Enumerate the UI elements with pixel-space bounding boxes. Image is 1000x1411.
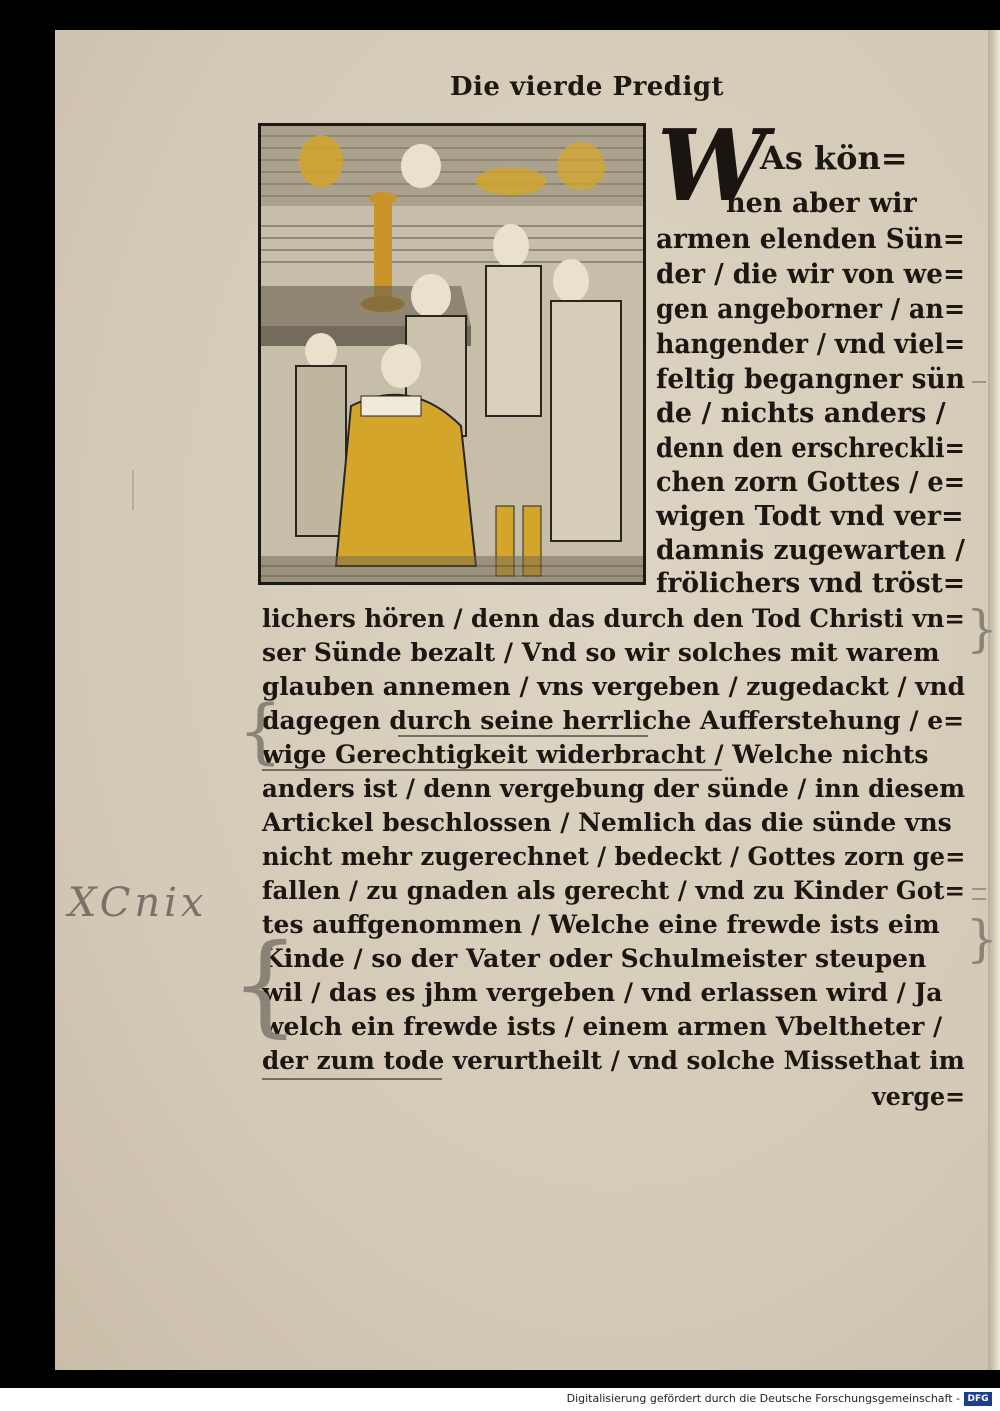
pencil-underline — [262, 769, 722, 771]
margin-bracket: } — [966, 600, 998, 658]
text-line: welch ein frewde ists / einem armen Vbeltheter / — [262, 1012, 943, 1041]
text-line: fallen / zu gnaden als gerecht / vnd zu Kinder Got= — [262, 876, 965, 905]
drop-cap: W — [657, 109, 768, 224]
text-line: de / nichts anders / — [656, 398, 946, 429]
paper-mark — [132, 470, 134, 510]
text-line: tes auffgenommen / Welche eine frewde ists eim — [262, 910, 940, 939]
text-line: As kön= — [760, 139, 908, 177]
text-line: nicht mehr zugerechnet / bedeckt / Gottes zorn ge= — [262, 842, 966, 871]
catchword: verge= — [872, 1082, 966, 1111]
margin-bracket: } — [966, 910, 998, 968]
text-line: nen aber wir — [726, 188, 917, 219]
text-line: wigen Todt vnd ver= — [656, 501, 964, 532]
text-line: hangender / vnd viel= — [656, 329, 966, 360]
woodcut-illustration — [258, 123, 646, 585]
text-line: frölichers vnd tröst= — [656, 568, 966, 599]
margin-bracket: { — [238, 690, 283, 772]
text-line: der zum tode verurtheilt / vnd solche Missethat im — [262, 1046, 965, 1075]
margin-note: XCnix — [68, 880, 208, 926]
footer-bar — [0, 1388, 1000, 1411]
text-line: wil / das es jhm vergeben / vnd erlassen wird / Ja — [262, 978, 943, 1007]
text-line: gen angeborner / an= — [656, 294, 966, 325]
dfg-logo: DFG — [964, 1392, 992, 1406]
text-line: glauben annemen / vns vergeben / zugedackt / vnd — [262, 672, 966, 701]
pencil-dash — [972, 898, 986, 900]
text-line: Artickel beschlossen / Nemlich das die sünde vns — [262, 808, 952, 837]
text-line: damnis zugewarten / — [656, 535, 965, 566]
text-line: chen zorn Gottes / e= — [656, 467, 966, 498]
footer-credit: Digitalisierung gefördert durch die Deutsche Forschungsgemeinschaft - — [566, 1392, 960, 1405]
pencil-dash — [972, 381, 986, 383]
text-line: wige Gerechtigkeit widerbracht / Welche nichts — [262, 740, 929, 769]
text-line: ser Sünde bezalt / Vnd so wir solches mit warem — [262, 638, 940, 667]
text-line: lichers hören / denn das durch den Tod Christi vn= — [262, 604, 965, 633]
margin-bracket: { — [230, 920, 300, 1048]
pencil-underline — [398, 735, 648, 737]
text-line: dagegen durch seine herrliche Aufferstehung / e= — [262, 706, 965, 735]
pencil-dash — [972, 888, 986, 890]
pencil-underline — [262, 1078, 442, 1080]
text-line: feltig begangner sün — [656, 364, 965, 395]
text-line: denn den erschreckli= — [656, 433, 965, 464]
text-line: anders ist / denn vergebung der sünde / inn diesem — [262, 774, 966, 803]
text-line: armen elenden Sün= — [656, 224, 965, 255]
page-header: Die vierde Predigt — [450, 72, 725, 102]
text-line: der / die wir von we= — [656, 259, 965, 290]
text-line: Kinde / so der Vater oder Schulmeister steupen — [262, 944, 927, 973]
page-edge — [988, 30, 1000, 1370]
